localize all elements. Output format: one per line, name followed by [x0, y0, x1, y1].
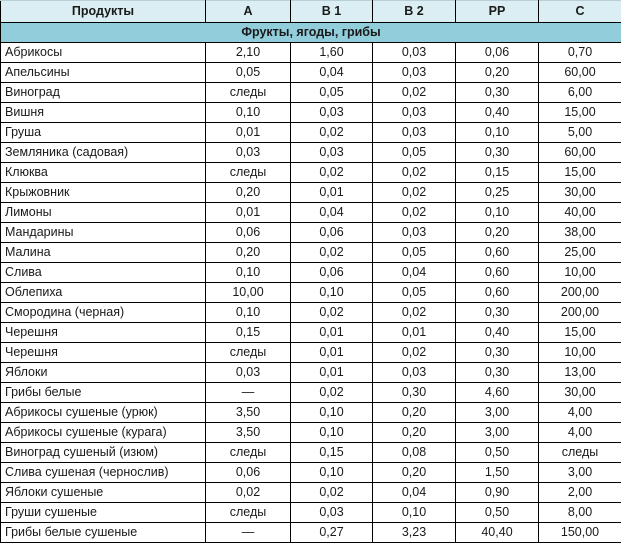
product-name-cell: Виноград сушеный (изюм) [1, 443, 206, 463]
value-cell-c: 4,00 [539, 403, 621, 423]
value-cell-c: 10,00 [539, 343, 621, 363]
value-cell-b1: 0,03 [291, 143, 373, 163]
header-products: Продукты [1, 1, 206, 23]
header-pp: PP [456, 1, 539, 23]
value-cell-b2: 0,04 [373, 263, 456, 283]
value-cell-b2: 0,05 [373, 243, 456, 263]
value-cell-a: 0,10 [206, 103, 291, 123]
value-cell-a: 3,50 [206, 403, 291, 423]
product-name-cell: Абрикосы сушеные (курага) [1, 423, 206, 443]
value-cell-b1: 0,02 [291, 163, 373, 183]
value-cell-c: 6,00 [539, 83, 621, 103]
value-cell-b2: 0,20 [373, 423, 456, 443]
value-cell-c: 38,00 [539, 223, 621, 243]
value-cell-a: — [206, 523, 291, 543]
table-row [1, 343, 621, 363]
table-row [1, 183, 621, 203]
value-cell-a: 0,05 [206, 63, 291, 83]
value-cell-c: 25,00 [539, 243, 621, 263]
product-name-cell: Грибы белые сушеные [1, 523, 206, 543]
value-cell-a: 0,02 [206, 483, 291, 503]
value-cell-pp: 0,20 [456, 63, 539, 83]
table-row [1, 203, 621, 223]
value-cell-a: 2,10 [206, 43, 291, 63]
value-cell-b2: 0,02 [373, 183, 456, 203]
value-cell-b1: 0,10 [291, 403, 373, 423]
section-title: Фрукты, ягоды, грибы [1, 23, 621, 43]
value-cell-b2: 0,02 [373, 303, 456, 323]
value-cell-a: 0,15 [206, 323, 291, 343]
value-cell-b1: 0,01 [291, 363, 373, 383]
value-cell-pp: 0,40 [456, 323, 539, 343]
table-row [1, 363, 621, 383]
value-cell-b1: 0,10 [291, 283, 373, 303]
table-row [1, 383, 621, 403]
value-cell-b1: 0,03 [291, 503, 373, 523]
product-name-cell: Мандарины [1, 223, 206, 243]
value-cell-c: 30,00 [539, 383, 621, 403]
value-cell-b1: 0,01 [291, 343, 373, 363]
value-cell-pp: 0,30 [456, 363, 539, 383]
table-row [1, 43, 621, 63]
table-row [1, 503, 621, 523]
value-cell-b1: 0,01 [291, 183, 373, 203]
header-a: A [206, 1, 291, 23]
product-name-cell: Груша [1, 123, 206, 143]
value-cell-a: — [206, 383, 291, 403]
value-cell-b1: 0,10 [291, 423, 373, 443]
value-cell-a: следы [206, 163, 291, 183]
value-cell-b1: 1,60 [291, 43, 373, 63]
value-cell-b1: 0,03 [291, 103, 373, 123]
value-cell-c: 2,00 [539, 483, 621, 503]
value-cell-a: 0,01 [206, 203, 291, 223]
product-name-cell: Слива сушеная (чернослив) [1, 463, 206, 483]
value-cell-b2: 0,03 [373, 223, 456, 243]
value-cell-c: 13,00 [539, 363, 621, 383]
table-row [1, 123, 621, 143]
value-cell-c: 15,00 [539, 323, 621, 343]
value-cell-pp: 40,40 [456, 523, 539, 543]
value-cell-b1: 0,27 [291, 523, 373, 543]
value-cell-pp: 0,20 [456, 223, 539, 243]
product-name-cell: Яблоки [1, 363, 206, 383]
value-cell-pp: 0,30 [456, 143, 539, 163]
value-cell-pp: 0,10 [456, 203, 539, 223]
table-row [1, 243, 621, 263]
value-cell-b2: 0,02 [373, 203, 456, 223]
value-cell-pp: 0,50 [456, 503, 539, 523]
value-cell-pp: 3,00 [456, 423, 539, 443]
value-cell-pp: 0,50 [456, 443, 539, 463]
value-cell-a: следы [206, 503, 291, 523]
value-cell-c: 40,00 [539, 203, 621, 223]
value-cell-c: 200,00 [539, 303, 621, 323]
value-cell-b1: 0,02 [291, 483, 373, 503]
header-row [1, 1, 621, 23]
value-cell-a: 0,10 [206, 303, 291, 323]
value-cell-b2: 0,01 [373, 323, 456, 343]
product-name-cell: Облепиха [1, 283, 206, 303]
value-cell-c: 15,00 [539, 163, 621, 183]
value-cell-c: 5,00 [539, 123, 621, 143]
value-cell-b1: 0,02 [291, 383, 373, 403]
product-name-cell: Черешня [1, 343, 206, 363]
value-cell-c: 30,00 [539, 183, 621, 203]
value-cell-pp: 0,25 [456, 183, 539, 203]
value-cell-c: 150,00 [539, 523, 621, 543]
value-cell-c: 60,00 [539, 63, 621, 83]
value-cell-b2: 0,02 [373, 163, 456, 183]
product-name-cell: Вишня [1, 103, 206, 123]
value-cell-pp: 0,30 [456, 83, 539, 103]
value-cell-a: следы [206, 83, 291, 103]
value-cell-a: 0,20 [206, 243, 291, 263]
value-cell-c: 0,70 [539, 43, 621, 63]
value-cell-a: 0,03 [206, 143, 291, 163]
product-name-cell: Слива [1, 263, 206, 283]
value-cell-pp: 0,06 [456, 43, 539, 63]
value-cell-pp: 0,30 [456, 343, 539, 363]
product-name-cell: Апельсины [1, 63, 206, 83]
product-name-cell: Груши сушеные [1, 503, 206, 523]
value-cell-c: 8,00 [539, 503, 621, 523]
table-row [1, 263, 621, 283]
value-cell-b2: 0,05 [373, 143, 456, 163]
value-cell-pp: 0,15 [456, 163, 539, 183]
header-b2: B 2 [373, 1, 456, 23]
product-name-cell: Земляника (садовая) [1, 143, 206, 163]
value-cell-a: 0,06 [206, 463, 291, 483]
product-name-cell: Малина [1, 243, 206, 263]
value-cell-b2: 0,10 [373, 503, 456, 523]
value-cell-b2: 0,04 [373, 483, 456, 503]
table-row [1, 463, 621, 483]
table-row [1, 223, 621, 243]
value-cell-b1: 0,05 [291, 83, 373, 103]
table-row [1, 283, 621, 303]
table-row [1, 143, 621, 163]
table-row [1, 323, 621, 343]
value-cell-pp: 0,60 [456, 243, 539, 263]
value-cell-pp: 4,60 [456, 383, 539, 403]
product-name-cell: Абрикосы [1, 43, 206, 63]
value-cell-a: 0,01 [206, 123, 291, 143]
value-cell-pp: 0,10 [456, 123, 539, 143]
product-name-cell: Лимоны [1, 203, 206, 223]
value-cell-pp: 0,60 [456, 283, 539, 303]
product-name-cell: Виноград [1, 83, 206, 103]
table-row [1, 163, 621, 183]
value-cell-b2: 0,20 [373, 463, 456, 483]
value-cell-a: 3,50 [206, 423, 291, 443]
table-row [1, 483, 621, 503]
value-cell-pp: 3,00 [456, 403, 539, 423]
value-cell-b1: 0,15 [291, 443, 373, 463]
value-cell-b2: 0,03 [373, 363, 456, 383]
value-cell-b2: 0,03 [373, 123, 456, 143]
table-row [1, 423, 621, 443]
product-name-cell: Грибы белые [1, 383, 206, 403]
header-b1: B 1 [291, 1, 373, 23]
value-cell-c: следы [539, 443, 621, 463]
value-cell-b2: 0,03 [373, 43, 456, 63]
value-cell-a: следы [206, 343, 291, 363]
table-row [1, 443, 621, 463]
table-row [1, 403, 621, 423]
value-cell-b2: 0,02 [373, 343, 456, 363]
table-row [1, 303, 621, 323]
table-row [1, 83, 621, 103]
value-cell-b1: 0,06 [291, 263, 373, 283]
value-cell-b2: 0,20 [373, 403, 456, 423]
value-cell-a: 0,03 [206, 363, 291, 383]
value-cell-b1: 0,02 [291, 123, 373, 143]
table-row [1, 103, 621, 123]
value-cell-pp: 0,40 [456, 103, 539, 123]
value-cell-c: 200,00 [539, 283, 621, 303]
value-cell-a: 0,20 [206, 183, 291, 203]
value-cell-b1: 0,06 [291, 223, 373, 243]
value-cell-b1: 0,02 [291, 303, 373, 323]
product-name-cell: Крыжовник [1, 183, 206, 203]
value-cell-a: 10,00 [206, 283, 291, 303]
value-cell-b1: 0,04 [291, 203, 373, 223]
section-row [1, 23, 621, 43]
value-cell-b1: 0,10 [291, 463, 373, 483]
header-c: C [539, 1, 621, 23]
value-cell-b2: 0,05 [373, 283, 456, 303]
value-cell-c: 4,00 [539, 423, 621, 443]
product-name-cell: Яблоки сушеные [1, 483, 206, 503]
value-cell-b2: 0,08 [373, 443, 456, 463]
value-cell-c: 10,00 [539, 263, 621, 283]
value-cell-a: следы [206, 443, 291, 463]
value-cell-b1: 0,02 [291, 243, 373, 263]
value-cell-a: 0,10 [206, 263, 291, 283]
value-cell-pp: 0,30 [456, 303, 539, 323]
table-row [1, 523, 621, 543]
value-cell-a: 0,06 [206, 223, 291, 243]
value-cell-pp: 0,90 [456, 483, 539, 503]
value-cell-b2: 0,03 [373, 63, 456, 83]
value-cell-c: 15,00 [539, 103, 621, 123]
value-cell-b2: 0,02 [373, 83, 456, 103]
value-cell-b1: 0,01 [291, 323, 373, 343]
value-cell-b2: 0,03 [373, 103, 456, 123]
value-cell-c: 60,00 [539, 143, 621, 163]
table-row [1, 63, 621, 83]
value-cell-b2: 0,30 [373, 383, 456, 403]
value-cell-b2: 3,23 [373, 523, 456, 543]
product-name-cell: Смородина (черная) [1, 303, 206, 323]
value-cell-b1: 0,04 [291, 63, 373, 83]
value-cell-c: 3,00 [539, 463, 621, 483]
product-name-cell: Черешня [1, 323, 206, 343]
value-cell-pp: 1,50 [456, 463, 539, 483]
value-cell-pp: 0,60 [456, 263, 539, 283]
product-name-cell: Клюква [1, 163, 206, 183]
product-name-cell: Абрикосы сушеные (урюк) [1, 403, 206, 423]
